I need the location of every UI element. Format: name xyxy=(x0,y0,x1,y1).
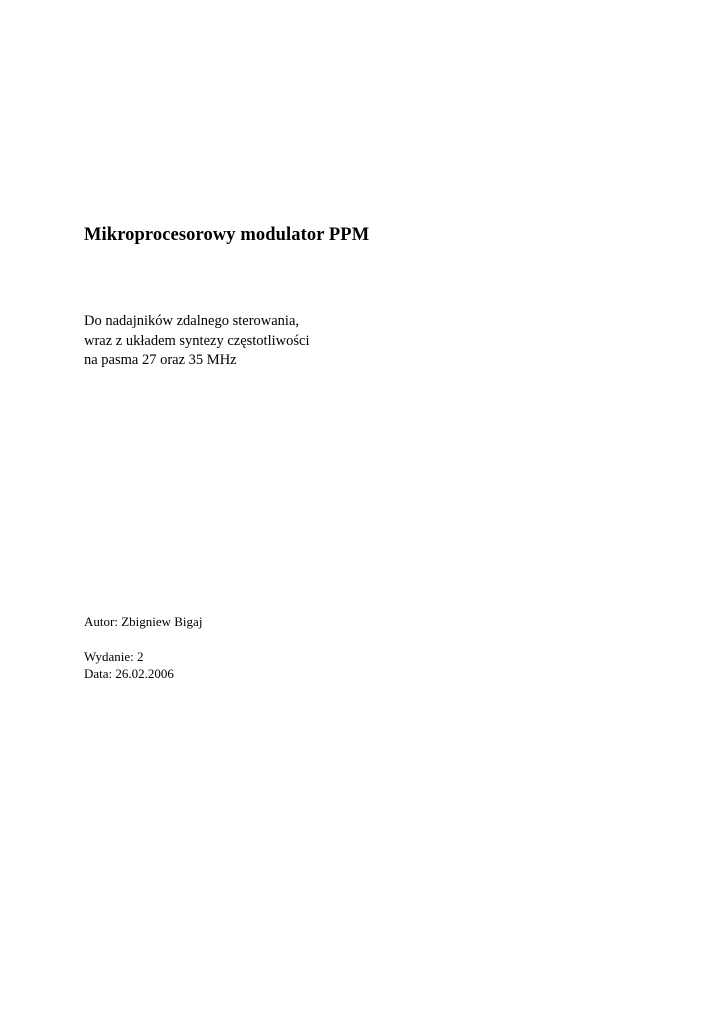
document-author xyxy=(84,613,202,630)
document-metadata xyxy=(84,648,174,682)
subtitle-line-2: wraz z układem syntezy częstotliwości xyxy=(84,332,310,349)
subtitle-line-1: Do nadajników zdalnego sterowania, xyxy=(84,313,300,329)
subtitle-line-3: na pasma 27 oraz 35 MHz xyxy=(84,352,237,368)
page-title: Mikroprocesorowy modulator PPM xyxy=(84,225,370,246)
edition-label: Wydanie: 2 xyxy=(84,649,144,664)
author-label: Autor: Zbigniew Bigaj xyxy=(84,614,203,629)
document-subtitle xyxy=(84,312,309,371)
date-label: Data: 26.02.2006 xyxy=(84,666,174,681)
